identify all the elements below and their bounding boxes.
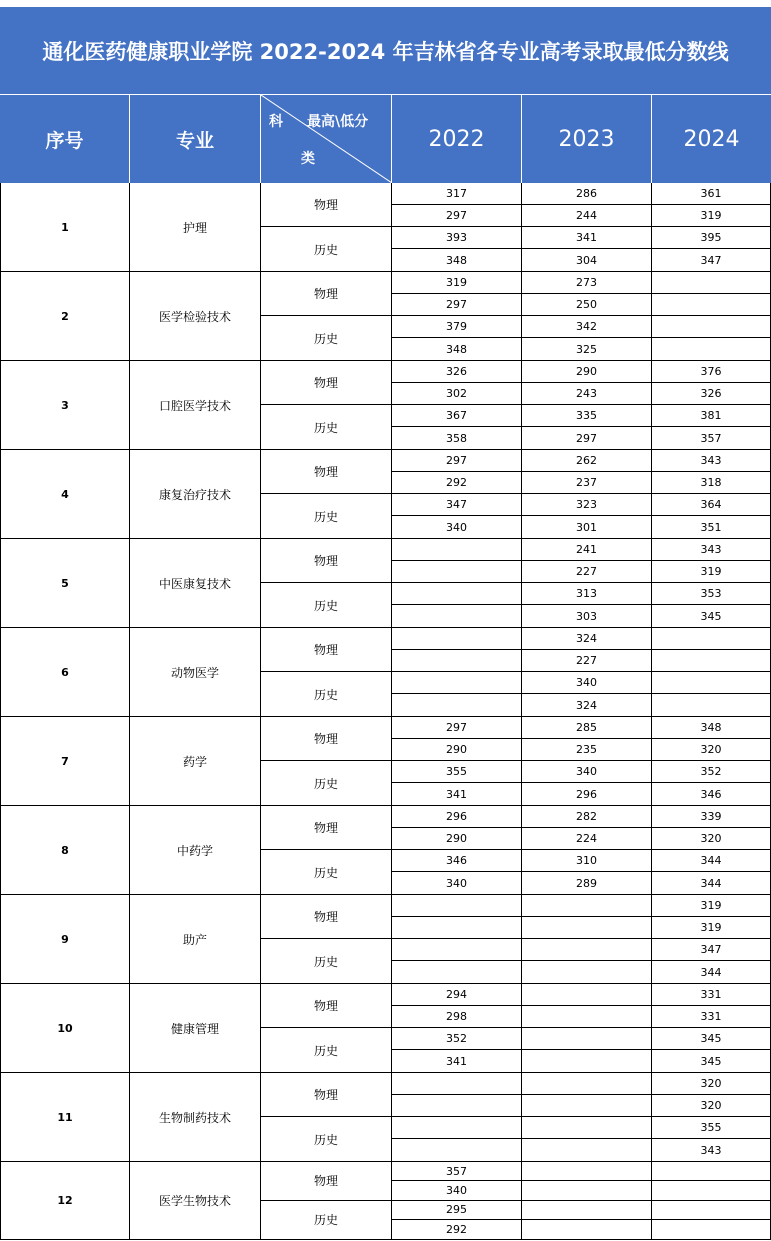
score-cell: 326	[652, 383, 771, 405]
score-cell: 340	[392, 516, 522, 538]
score-cell: 285	[522, 717, 652, 739]
table-row	[0, 1162, 771, 1240]
score-cell	[392, 605, 522, 627]
score-cell: 361	[652, 183, 771, 205]
score-cell	[392, 1073, 522, 1095]
score-cell: 355	[652, 1117, 771, 1139]
row-subject: 历史	[261, 939, 392, 983]
row-major: 口腔医学技术	[130, 361, 261, 449]
score-cell	[652, 1201, 771, 1220]
score-cell: 344	[652, 872, 771, 894]
row-subject: 物理	[261, 895, 392, 939]
row-seq: 12	[0, 1162, 130, 1239]
score-cell	[652, 272, 771, 294]
score-cell	[522, 1073, 652, 1095]
score-cell	[652, 694, 771, 716]
row-subject: 历史	[261, 316, 392, 360]
score-cell: 345	[652, 1028, 771, 1050]
score-cell: 342	[522, 316, 652, 338]
row-seq: 9	[0, 895, 130, 983]
row-major: 中药学	[130, 806, 261, 894]
score-cell	[392, 561, 522, 583]
table-row	[0, 628, 771, 717]
score-cell: 290	[392, 739, 522, 761]
score-cell: 346	[652, 783, 771, 805]
score-cell	[522, 1220, 652, 1239]
header-year-2022: 2022	[392, 95, 522, 183]
score-cell: 340	[392, 1181, 522, 1200]
score-cell: 393	[392, 227, 522, 249]
score-cell: 296	[392, 806, 522, 828]
row-seq: 11	[0, 1073, 130, 1161]
score-cell: 326	[392, 361, 522, 383]
row-subject: 物理	[261, 806, 392, 850]
score-cell	[652, 650, 771, 672]
row-major: 医学检验技术	[130, 272, 261, 360]
score-cell: 320	[652, 739, 771, 761]
score-cell: 296	[522, 783, 652, 805]
score-cell: 352	[652, 761, 771, 783]
page-title: 通化医药健康职业学院 2022-2024 年吉林省各专业高考录取最低分数线	[0, 7, 771, 94]
score-cell	[392, 650, 522, 672]
score-cell	[392, 694, 522, 716]
header-seq: 序号	[0, 95, 130, 183]
table-row	[0, 450, 771, 539]
score-cell: 319	[652, 561, 771, 583]
score-cell	[652, 672, 771, 694]
row-subject: 历史	[261, 583, 392, 627]
score-cell	[522, 1095, 652, 1117]
row-major: 助产	[130, 895, 261, 983]
row-subject: 物理	[261, 984, 392, 1028]
score-cell	[652, 1220, 771, 1239]
score-cell: 292	[392, 1220, 522, 1239]
score-cell: 335	[522, 405, 652, 427]
row-seq: 2	[0, 272, 130, 360]
score-cell: 282	[522, 806, 652, 828]
row-major: 中医康复技术	[130, 539, 261, 627]
row-major: 药学	[130, 717, 261, 805]
score-cell: 358	[392, 427, 522, 449]
score-cell: 297	[392, 294, 522, 316]
score-cell: 347	[652, 249, 771, 271]
row-subject: 历史	[261, 761, 392, 805]
header-major: 专业	[130, 95, 261, 183]
score-cell: 324	[522, 628, 652, 650]
row-major: 康复治疗技术	[130, 450, 261, 538]
score-cell: 364	[652, 494, 771, 516]
score-cell: 297	[392, 450, 522, 472]
row-subject: 历史	[261, 1028, 392, 1072]
score-cell: 290	[392, 828, 522, 850]
row-subject: 物理	[261, 1073, 392, 1117]
row-subject: 物理	[261, 1162, 392, 1201]
row-seq: 8	[0, 806, 130, 894]
score-cell	[522, 917, 652, 939]
score-cell: 297	[392, 717, 522, 739]
score-cell	[522, 1028, 652, 1050]
score-cell	[392, 1117, 522, 1139]
score-cell: 323	[522, 494, 652, 516]
score-cell	[522, 1139, 652, 1161]
table-row	[0, 717, 771, 806]
row-subject: 历史	[261, 1201, 392, 1240]
score-cell: 227	[522, 561, 652, 583]
score-cell: 224	[522, 828, 652, 850]
score-cell: 376	[652, 361, 771, 383]
score-cell: 351	[652, 516, 771, 538]
row-seq: 6	[0, 628, 130, 716]
row-major: 医学生物技术	[130, 1162, 261, 1239]
score-cell: 340	[522, 761, 652, 783]
score-cell: 344	[652, 961, 771, 983]
score-cell: 343	[652, 539, 771, 561]
table-row	[0, 183, 771, 272]
score-cell: 319	[652, 917, 771, 939]
score-cell: 331	[652, 984, 771, 1006]
score-cell	[522, 961, 652, 983]
row-seq: 4	[0, 450, 130, 538]
row-seq: 3	[0, 361, 130, 449]
score-cell: 320	[652, 1095, 771, 1117]
row-subject: 物理	[261, 183, 392, 227]
score-cell	[522, 1117, 652, 1139]
score-cell: 290	[522, 361, 652, 383]
row-subject: 物理	[261, 717, 392, 761]
score-cell	[392, 1139, 522, 1161]
score-cell	[652, 338, 771, 360]
row-major: 健康管理	[130, 984, 261, 1072]
score-cell: 319	[652, 205, 771, 227]
header-year-2024: 2024	[683, 126, 740, 152]
score-cell: 320	[652, 1073, 771, 1095]
row-subject: 历史	[261, 405, 392, 449]
row-subject: 历史	[261, 672, 392, 716]
score-cell: 352	[392, 1028, 522, 1050]
score-cell: 347	[392, 494, 522, 516]
score-cell: 379	[392, 316, 522, 338]
table-row	[0, 984, 771, 1073]
score-cell: 289	[522, 872, 652, 894]
score-cell: 357	[652, 427, 771, 449]
score-cell: 340	[392, 872, 522, 894]
score-cell: 341	[392, 783, 522, 805]
table-row	[0, 1073, 771, 1162]
score-cell: 294	[392, 984, 522, 1006]
row-seq: 7	[0, 717, 130, 805]
score-cell: 340	[522, 672, 652, 694]
score-cell	[522, 1050, 652, 1072]
table-body	[0, 183, 771, 1240]
score-cell: 250	[522, 294, 652, 316]
score-cell: 227	[522, 650, 652, 672]
table-row	[0, 895, 771, 984]
score-cell	[652, 1181, 771, 1200]
row-subject: 物理	[261, 450, 392, 494]
score-cell: 395	[652, 227, 771, 249]
score-cell	[522, 1006, 652, 1028]
score-cell: 367	[392, 405, 522, 427]
score-cell: 301	[522, 516, 652, 538]
score-cell	[392, 539, 522, 561]
row-seq: 5	[0, 539, 130, 627]
row-subject: 历史	[261, 494, 392, 538]
score-cell: 345	[652, 1050, 771, 1072]
row-seq: 1	[0, 183, 130, 271]
score-cell	[392, 939, 522, 961]
row-seq: 10	[0, 984, 130, 1072]
score-cell: 331	[652, 1006, 771, 1028]
score-cell: 273	[522, 272, 652, 294]
score-cell: 237	[522, 472, 652, 494]
score-cell	[522, 939, 652, 961]
score-cell: 343	[652, 450, 771, 472]
score-cell: 304	[522, 249, 652, 271]
score-cell	[522, 1181, 652, 1200]
score-cell	[392, 628, 522, 650]
score-cell: 241	[522, 539, 652, 561]
score-cell: 297	[522, 427, 652, 449]
score-cell	[522, 895, 652, 917]
score-cell	[522, 1201, 652, 1220]
score-cell: 343	[652, 1139, 771, 1161]
score-cell: 313	[522, 583, 652, 605]
score-cell	[392, 672, 522, 694]
diagonal-line	[261, 95, 392, 183]
score-cell	[392, 583, 522, 605]
score-cell: 381	[652, 405, 771, 427]
score-cell	[392, 1095, 522, 1117]
score-cell	[522, 1162, 652, 1181]
score-cell: 348	[392, 338, 522, 360]
score-cell: 243	[522, 383, 652, 405]
score-cell: 292	[392, 472, 522, 494]
score-cell: 355	[392, 761, 522, 783]
row-subject: 物理	[261, 361, 392, 405]
score-cell	[652, 628, 771, 650]
score-cell: 319	[652, 895, 771, 917]
row-subject: 历史	[261, 1117, 392, 1161]
score-cell: 262	[522, 450, 652, 472]
table-row	[0, 806, 771, 895]
table-header	[0, 95, 771, 183]
row-subject: 历史	[261, 227, 392, 271]
score-cell: 244	[522, 205, 652, 227]
score-cell: 302	[392, 383, 522, 405]
score-cell	[522, 984, 652, 1006]
score-cell	[652, 294, 771, 316]
header-year-2023: 2023	[522, 95, 652, 183]
header-diag-top-left: 科	[269, 114, 283, 130]
score-cell: 318	[652, 472, 771, 494]
score-cell: 346	[392, 850, 522, 872]
row-major: 动物医学	[130, 628, 261, 716]
score-cell: 286	[522, 183, 652, 205]
score-cell: 347	[652, 939, 771, 961]
row-subject: 历史	[261, 850, 392, 894]
score-cell: 295	[392, 1201, 522, 1220]
score-cell	[652, 316, 771, 338]
score-cell: 357	[392, 1162, 522, 1181]
score-cell: 353	[652, 583, 771, 605]
score-cell: 317	[392, 183, 522, 205]
score-cell: 235	[522, 739, 652, 761]
score-cell: 344	[652, 850, 771, 872]
score-cell: 341	[392, 1050, 522, 1072]
score-cell: 341	[522, 227, 652, 249]
score-cell	[652, 1162, 771, 1181]
score-cell: 348	[392, 249, 522, 271]
score-cell: 310	[522, 850, 652, 872]
score-cell: 345	[652, 605, 771, 627]
score-cell	[392, 961, 522, 983]
header-diagonal-cell	[261, 95, 392, 183]
score-cell	[392, 917, 522, 939]
score-cell: 348	[652, 717, 771, 739]
header-diag-top-right: 最高\低分	[307, 114, 369, 130]
score-cell: 325	[522, 338, 652, 360]
score-cell: 324	[522, 694, 652, 716]
table-row	[0, 272, 771, 361]
score-cell: 297	[392, 205, 522, 227]
row-major: 生物制药技术	[130, 1073, 261, 1161]
table-row	[0, 539, 771, 628]
score-cell: 320	[652, 828, 771, 850]
score-cell: 319	[392, 272, 522, 294]
score-cell	[392, 895, 522, 917]
table-row	[0, 361, 771, 450]
row-subject: 物理	[261, 272, 392, 316]
score-cell: 298	[392, 1006, 522, 1028]
header-diag-bottom: 类	[301, 151, 315, 167]
row-subject: 物理	[261, 539, 392, 583]
score-cell: 339	[652, 806, 771, 828]
row-major: 护理	[130, 183, 261, 271]
row-subject: 物理	[261, 628, 392, 672]
score-cell: 303	[522, 605, 652, 627]
